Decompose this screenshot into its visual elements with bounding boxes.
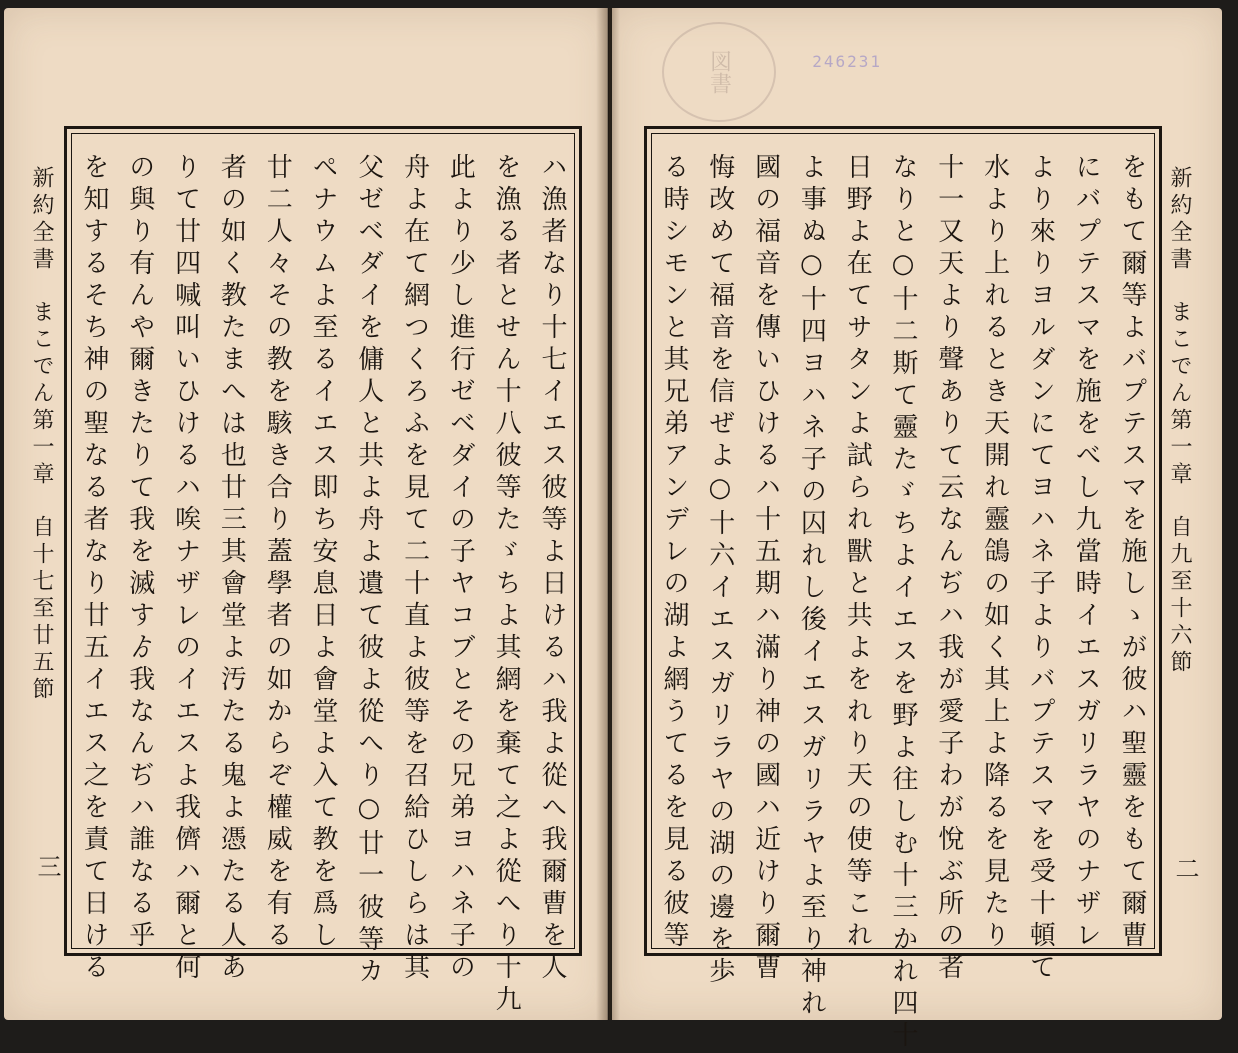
- right-header-book: 新約全書: [1167, 166, 1192, 274]
- text-column: なりと○十二斯て靈たゞちよイエスを野よ往しむ十三かれ四十: [887, 153, 918, 1053]
- library-stamp: 図書: [662, 22, 776, 122]
- archive-number: 246231: [812, 52, 882, 71]
- text-column: 水より上れるとき天開れ靈鴿の如く其上よ降るを見たり: [979, 153, 1010, 953]
- right-page: [612, 8, 1222, 1053]
- book-gutter: [596, 8, 620, 1020]
- text-column: 舟よ在て網つくろふを見て二十直よ彼等を召給ひしらは其: [399, 153, 430, 985]
- text-column: 十一又天より聲ありて云なんぢハ我が愛子わが悅ぶ所の者: [933, 153, 964, 985]
- left-header-verses: 自十七至廿五節: [29, 515, 54, 704]
- text-column: 廿二人々その教を駭き合り蓋學者の如からぞ權威を有る: [262, 153, 293, 953]
- text-column: ペナウムよ至るイエス即ち安息日よ會堂よ入て教を爲し: [307, 153, 338, 953]
- right-header-verses: 自九至十六節: [1167, 515, 1192, 677]
- text-column: の與り有んや爾きたりて我を滅すゟ我なんぢハ誰なる乎: [124, 153, 155, 953]
- left-header-book: 新約全書: [29, 166, 54, 274]
- left-running-header: [26, 166, 57, 704]
- right-header-chapter: まこでん第一章: [1167, 300, 1192, 489]
- text-column: 此より少し進行ゼベダイの子ヤコブとその兄弟ヨハネ子の: [445, 153, 476, 985]
- text-column: よ事ぬ○十四ヨハネ子の囚れし後イエスガリラヤよ至り神れ: [796, 153, 827, 1021]
- text-column: を漁る者とせん十八彼等たゞちよ其網を棄て之よ從へり十九: [491, 153, 522, 1017]
- text-column: 國の福音を傳いひけるハ十五期ハ滿り神の國ハ近けり爾曹: [750, 153, 781, 985]
- text-column: 父ゼベダイを傭人と共よ舟よ遺て彼よ從へり○廿一彼等カ: [353, 153, 384, 989]
- left-text-frame: [64, 126, 582, 1017]
- text-column: 者の如く教たまへは也廿三其會堂よ汚たる鬼よ憑たる人あ: [216, 153, 247, 985]
- text-column: をもて爾等よバプテスマを施しゝが彼ハ聖靈をもて爾曹: [1116, 153, 1147, 953]
- text-column: りて廿四喊叫いひけるハ唉ナザレのイエスよ我儕ハ爾と何: [170, 153, 201, 985]
- text-column: る時シモンと其兄弟アンデレの湖よ網うてるを見る彼等: [659, 153, 689, 953]
- text-column: にバプテスマを施をべし九當時イエスガリラヤのナザレ: [1071, 153, 1102, 953]
- left-header-chapter: まこでん第一章: [29, 300, 54, 489]
- right-text-block: [657, 139, 1149, 1053]
- text-column: ハ漁者なり十七イエス彼等よ日けるハ我よ從へ我爾曹を人: [536, 153, 567, 985]
- right-text-frame: [644, 126, 1162, 1053]
- text-column: 悔改めて福音を信ぜよ○十六イエスガリラヤの湖の邊を歩: [704, 153, 735, 989]
- text-column: を知するそち神の聖なる者なり廿五イエス之を責て日ける: [79, 153, 109, 985]
- left-page-number: 三: [33, 854, 61, 878]
- left-text-block: [77, 139, 569, 1017]
- right-page-number: 二: [1171, 856, 1199, 880]
- text-column: より來りヨルダンにてヨハネ子よりバプテスマを受十頓て: [1025, 153, 1056, 985]
- text-column: 日野よ在てサタンよ試られ獸と共よをれり天の使等これ: [842, 153, 873, 953]
- left-page: [4, 8, 608, 1020]
- right-running-header: [1164, 166, 1195, 677]
